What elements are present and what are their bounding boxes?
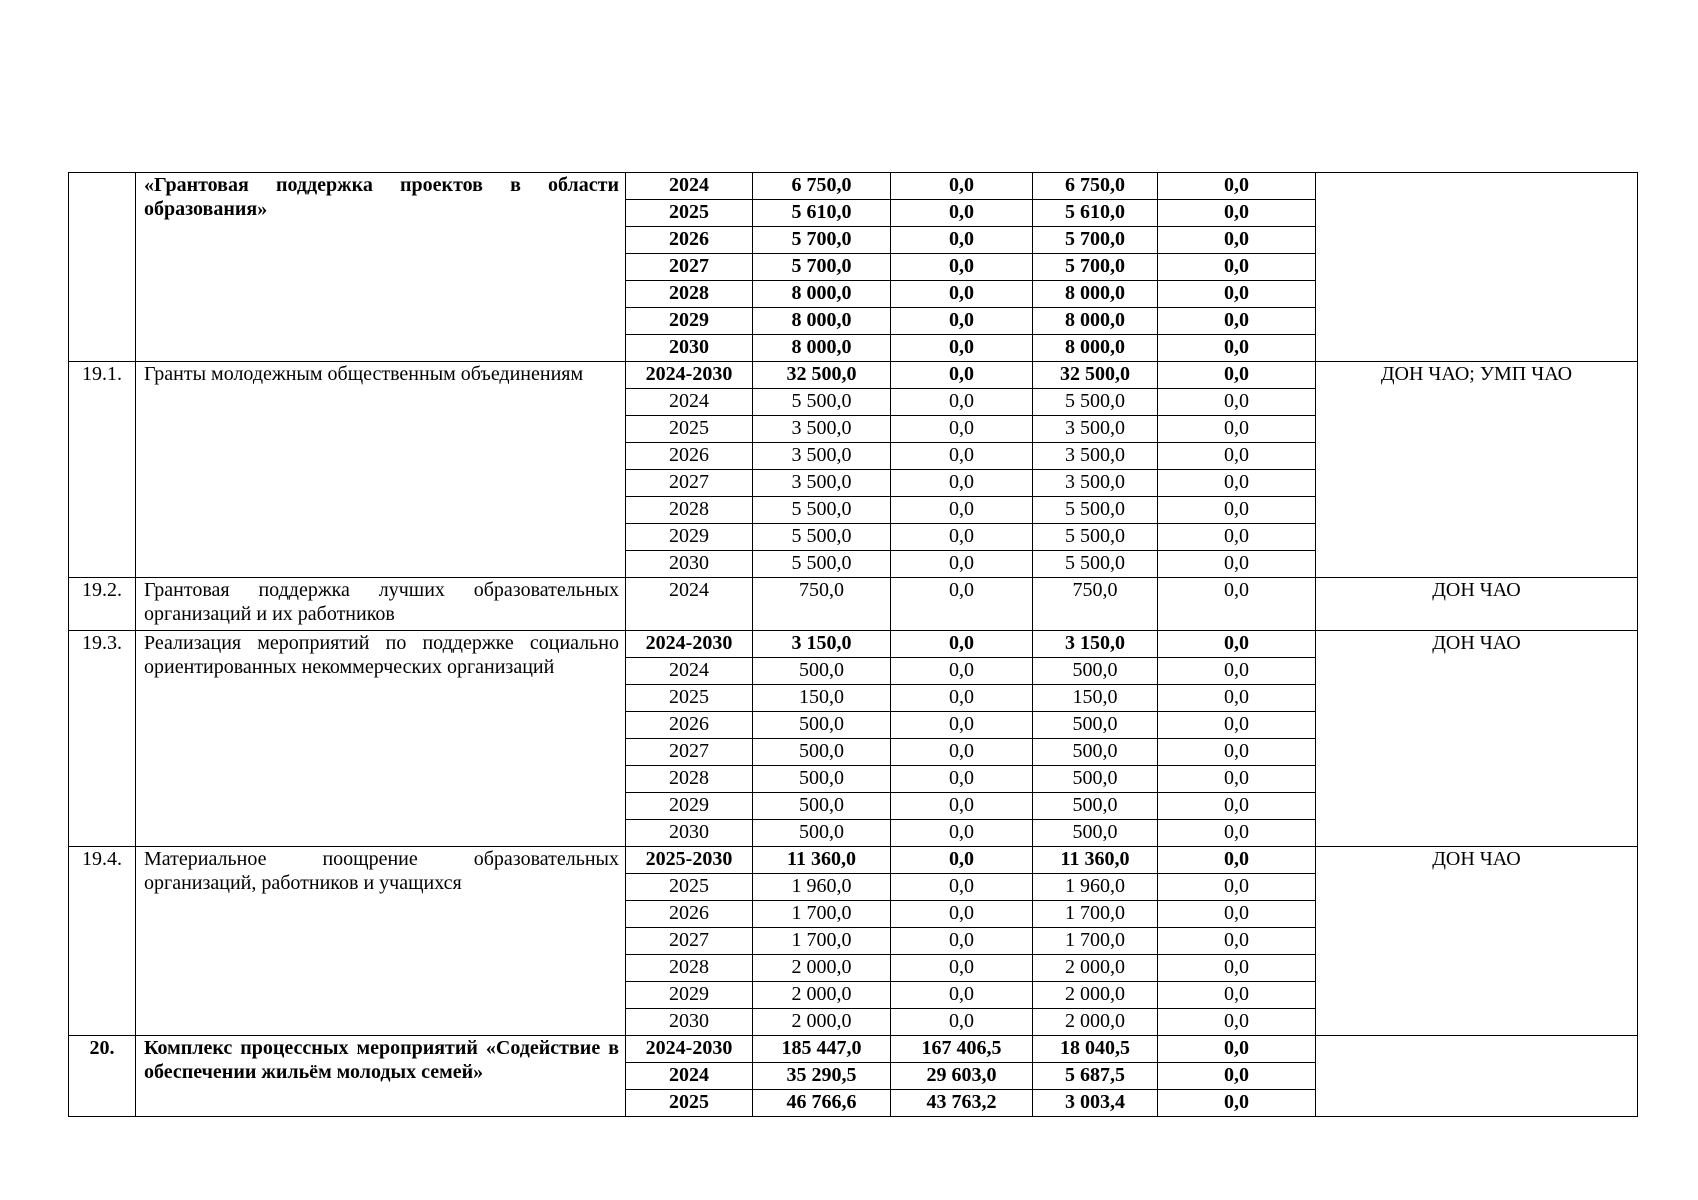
federal-budget-cell: 0,0 [891, 874, 1033, 901]
regional-budget-cell: 3 500,0 [1033, 416, 1158, 443]
activity-name: Реализация мероприятий по поддержке социально ориентированных некоммерческих организаций [136, 631, 626, 847]
total-cell: 500,0 [753, 766, 891, 793]
period-cell: 2025 [626, 200, 753, 227]
row-index [69, 173, 136, 362]
budget-table-body [69, 173, 1638, 1117]
regional-budget-cell: 8 000,0 [1033, 308, 1158, 335]
federal-budget-cell: 29 603,0 [891, 1063, 1033, 1090]
period-cell: 2025 [626, 685, 753, 712]
regional-budget-cell: 2 000,0 [1033, 955, 1158, 982]
responsible-executor: ДОН ЧАО; УМП ЧАО [1316, 362, 1638, 578]
other-sources-cell: 0,0 [1158, 955, 1316, 982]
other-sources-cell: 0,0 [1158, 389, 1316, 416]
federal-budget-cell: 0,0 [891, 524, 1033, 551]
total-cell: 2 000,0 [753, 1009, 891, 1036]
federal-budget-cell: 0,0 [891, 389, 1033, 416]
federal-budget-cell: 0,0 [891, 793, 1033, 820]
federal-budget-cell: 0,0 [891, 928, 1033, 955]
table-row [69, 362, 1638, 389]
period-cell: 2029 [626, 982, 753, 1009]
federal-budget-cell: 0,0 [891, 820, 1033, 847]
federal-budget-cell: 0,0 [891, 254, 1033, 281]
period-cell: 2024 [626, 658, 753, 685]
regional-budget-cell: 3 003,4 [1033, 1090, 1158, 1117]
row-index: 19.2. [69, 578, 136, 631]
total-cell: 8 000,0 [753, 335, 891, 362]
other-sources-cell: 0,0 [1158, 793, 1316, 820]
regional-budget-cell: 5 700,0 [1033, 254, 1158, 281]
federal-budget-cell: 0,0 [891, 281, 1033, 308]
other-sources-cell: 0,0 [1158, 362, 1316, 389]
other-sources-cell: 0,0 [1158, 497, 1316, 524]
regional-budget-cell: 3 150,0 [1033, 631, 1158, 658]
federal-budget-cell: 0,0 [891, 362, 1033, 389]
total-cell: 3 500,0 [753, 416, 891, 443]
period-cell: 2027 [626, 739, 753, 766]
period-cell: 2027 [626, 254, 753, 281]
activity-name: Материальное поощрение образовательных организаций, работников и учащихся [136, 847, 626, 1036]
other-sources-cell: 0,0 [1158, 578, 1316, 631]
other-sources-cell: 0,0 [1158, 1036, 1316, 1063]
period-cell: 2025 [626, 1090, 753, 1117]
regional-budget-cell: 5 687,5 [1033, 1063, 1158, 1090]
federal-budget-cell: 167 406,5 [891, 1036, 1033, 1063]
federal-budget-cell: 0,0 [891, 200, 1033, 227]
period-cell: 2025 [626, 416, 753, 443]
row-index: 19.4. [69, 847, 136, 1036]
regional-budget-cell: 1 700,0 [1033, 901, 1158, 928]
federal-budget-cell: 0,0 [891, 631, 1033, 658]
federal-budget-cell: 0,0 [891, 982, 1033, 1009]
regional-budget-cell: 1 960,0 [1033, 874, 1158, 901]
other-sources-cell: 0,0 [1158, 200, 1316, 227]
period-cell: 2026 [626, 443, 753, 470]
period-cell: 2024-2030 [626, 631, 753, 658]
period-cell: 2026 [626, 712, 753, 739]
regional-budget-cell: 2 000,0 [1033, 982, 1158, 1009]
total-cell: 3 500,0 [753, 443, 891, 470]
period-cell: 2029 [626, 524, 753, 551]
federal-budget-cell: 0,0 [891, 847, 1033, 874]
responsible-executor: ДОН ЧАО [1316, 847, 1638, 1036]
other-sources-cell: 0,0 [1158, 874, 1316, 901]
total-cell: 5 500,0 [753, 497, 891, 524]
period-cell: 2024 [626, 173, 753, 200]
total-cell: 150,0 [753, 685, 891, 712]
federal-budget-cell: 0,0 [891, 443, 1033, 470]
other-sources-cell: 0,0 [1158, 739, 1316, 766]
regional-budget-cell: 5 700,0 [1033, 227, 1158, 254]
federal-budget-cell: 0,0 [891, 739, 1033, 766]
total-cell: 750,0 [753, 578, 891, 631]
total-cell: 500,0 [753, 712, 891, 739]
regional-budget-cell: 5 500,0 [1033, 497, 1158, 524]
period-cell: 2025 [626, 874, 753, 901]
regional-budget-cell: 32 500,0 [1033, 362, 1158, 389]
total-cell: 5 610,0 [753, 200, 891, 227]
other-sources-cell: 0,0 [1158, 173, 1316, 200]
regional-budget-cell: 500,0 [1033, 658, 1158, 685]
regional-budget-cell: 1 700,0 [1033, 928, 1158, 955]
total-cell: 46 766,6 [753, 1090, 891, 1117]
regional-budget-cell: 750,0 [1033, 578, 1158, 631]
total-cell: 185 447,0 [753, 1036, 891, 1063]
regional-budget-cell: 6 750,0 [1033, 173, 1158, 200]
total-cell: 35 290,5 [753, 1063, 891, 1090]
regional-budget-cell: 5 500,0 [1033, 551, 1158, 578]
regional-budget-cell: 5 610,0 [1033, 200, 1158, 227]
regional-budget-cell: 150,0 [1033, 685, 1158, 712]
period-cell: 2029 [626, 308, 753, 335]
federal-budget-cell: 0,0 [891, 712, 1033, 739]
federal-budget-cell: 0,0 [891, 578, 1033, 631]
table-row [69, 847, 1638, 874]
other-sources-cell: 0,0 [1158, 281, 1316, 308]
other-sources-cell: 0,0 [1158, 470, 1316, 497]
period-cell: 2025-2030 [626, 847, 753, 874]
other-sources-cell: 0,0 [1158, 820, 1316, 847]
total-cell: 3 500,0 [753, 470, 891, 497]
total-cell: 5 700,0 [753, 254, 891, 281]
table-row [69, 173, 1638, 200]
other-sources-cell: 0,0 [1158, 254, 1316, 281]
table-row [69, 578, 1638, 631]
total-cell: 32 500,0 [753, 362, 891, 389]
federal-budget-cell: 0,0 [891, 1009, 1033, 1036]
responsible-executor: ДОН ЧАО [1316, 578, 1638, 631]
regional-budget-cell: 8 000,0 [1033, 281, 1158, 308]
activity-name: «Грантовая поддержка проектов в области образования» [136, 173, 626, 362]
total-cell: 2 000,0 [753, 955, 891, 982]
other-sources-cell: 0,0 [1158, 928, 1316, 955]
regional-budget-cell: 500,0 [1033, 820, 1158, 847]
federal-budget-cell: 0,0 [891, 308, 1033, 335]
federal-budget-cell: 0,0 [891, 470, 1033, 497]
period-cell: 2028 [626, 955, 753, 982]
total-cell: 1 960,0 [753, 874, 891, 901]
period-cell: 2024 [626, 1063, 753, 1090]
other-sources-cell: 0,0 [1158, 524, 1316, 551]
other-sources-cell: 0,0 [1158, 658, 1316, 685]
other-sources-cell: 0,0 [1158, 335, 1316, 362]
other-sources-cell: 0,0 [1158, 416, 1316, 443]
other-sources-cell: 0,0 [1158, 766, 1316, 793]
regional-budget-cell: 3 500,0 [1033, 443, 1158, 470]
period-cell: 2030 [626, 335, 753, 362]
responsible-executor: ДОН ЧАО [1316, 631, 1638, 847]
period-cell: 2024 [626, 578, 753, 631]
total-cell: 3 150,0 [753, 631, 891, 658]
regional-budget-cell: 500,0 [1033, 793, 1158, 820]
period-cell: 2030 [626, 551, 753, 578]
other-sources-cell: 0,0 [1158, 685, 1316, 712]
period-cell: 2027 [626, 470, 753, 497]
period-cell: 2030 [626, 1009, 753, 1036]
period-cell: 2028 [626, 766, 753, 793]
regional-budget-cell: 2 000,0 [1033, 1009, 1158, 1036]
federal-budget-cell: 0,0 [891, 551, 1033, 578]
row-index: 19.3. [69, 631, 136, 847]
responsible-executor [1316, 173, 1638, 362]
regional-budget-cell: 8 000,0 [1033, 335, 1158, 362]
other-sources-cell: 0,0 [1158, 1090, 1316, 1117]
total-cell: 11 360,0 [753, 847, 891, 874]
table-row [69, 1036, 1638, 1063]
period-cell: 2030 [626, 820, 753, 847]
total-cell: 8 000,0 [753, 308, 891, 335]
row-index: 19.1. [69, 362, 136, 578]
total-cell: 1 700,0 [753, 901, 891, 928]
total-cell: 500,0 [753, 793, 891, 820]
federal-budget-cell: 0,0 [891, 227, 1033, 254]
regional-budget-cell: 500,0 [1033, 739, 1158, 766]
federal-budget-cell: 43 763,2 [891, 1090, 1033, 1117]
activity-name: Комплекс процессных мероприятий «Содействие в обеспечении жильём молодых семей» [136, 1036, 626, 1117]
regional-budget-cell: 500,0 [1033, 712, 1158, 739]
regional-budget-cell: 500,0 [1033, 766, 1158, 793]
total-cell: 5 500,0 [753, 524, 891, 551]
total-cell: 1 700,0 [753, 928, 891, 955]
other-sources-cell: 0,0 [1158, 982, 1316, 1009]
total-cell: 2 000,0 [753, 982, 891, 1009]
other-sources-cell: 0,0 [1158, 308, 1316, 335]
other-sources-cell: 0,0 [1158, 443, 1316, 470]
period-cell: 2024-2030 [626, 362, 753, 389]
other-sources-cell: 0,0 [1158, 1063, 1316, 1090]
other-sources-cell: 0,0 [1158, 712, 1316, 739]
period-cell: 2029 [626, 793, 753, 820]
period-cell: 2028 [626, 281, 753, 308]
total-cell: 5 500,0 [753, 551, 891, 578]
total-cell: 6 750,0 [753, 173, 891, 200]
federal-budget-cell: 0,0 [891, 335, 1033, 362]
federal-budget-cell: 0,0 [891, 685, 1033, 712]
period-cell: 2027 [626, 928, 753, 955]
period-cell: 2026 [626, 901, 753, 928]
other-sources-cell: 0,0 [1158, 901, 1316, 928]
federal-budget-cell: 0,0 [891, 766, 1033, 793]
period-cell: 2024 [626, 389, 753, 416]
other-sources-cell: 0,0 [1158, 551, 1316, 578]
federal-budget-cell: 0,0 [891, 955, 1033, 982]
total-cell: 500,0 [753, 658, 891, 685]
total-cell: 500,0 [753, 739, 891, 766]
activity-name: Гранты молодежным общественным объединениям [136, 362, 626, 578]
period-cell: 2028 [626, 497, 753, 524]
regional-budget-cell: 5 500,0 [1033, 524, 1158, 551]
regional-budget-cell: 5 500,0 [1033, 389, 1158, 416]
activity-name: Грантовая поддержка лучших образовательных организаций и их работников [136, 578, 626, 631]
responsible-executor [1316, 1036, 1638, 1117]
period-cell: 2026 [626, 227, 753, 254]
other-sources-cell: 0,0 [1158, 227, 1316, 254]
other-sources-cell: 0,0 [1158, 1009, 1316, 1036]
row-index: 20. [69, 1036, 136, 1117]
regional-budget-cell: 11 360,0 [1033, 847, 1158, 874]
total-cell: 5 700,0 [753, 227, 891, 254]
other-sources-cell: 0,0 [1158, 631, 1316, 658]
federal-budget-cell: 0,0 [891, 416, 1033, 443]
federal-budget-cell: 0,0 [891, 901, 1033, 928]
federal-budget-cell: 0,0 [891, 497, 1033, 524]
total-cell: 8 000,0 [753, 281, 891, 308]
total-cell: 5 500,0 [753, 389, 891, 416]
table-row [69, 631, 1638, 658]
federal-budget-cell: 0,0 [891, 173, 1033, 200]
regional-budget-cell: 18 040,5 [1033, 1036, 1158, 1063]
federal-budget-cell: 0,0 [891, 658, 1033, 685]
other-sources-cell: 0,0 [1158, 847, 1316, 874]
regional-budget-cell: 3 500,0 [1033, 470, 1158, 497]
period-cell: 2024-2030 [626, 1036, 753, 1063]
total-cell: 500,0 [753, 820, 891, 847]
budget-table [68, 172, 1638, 1117]
